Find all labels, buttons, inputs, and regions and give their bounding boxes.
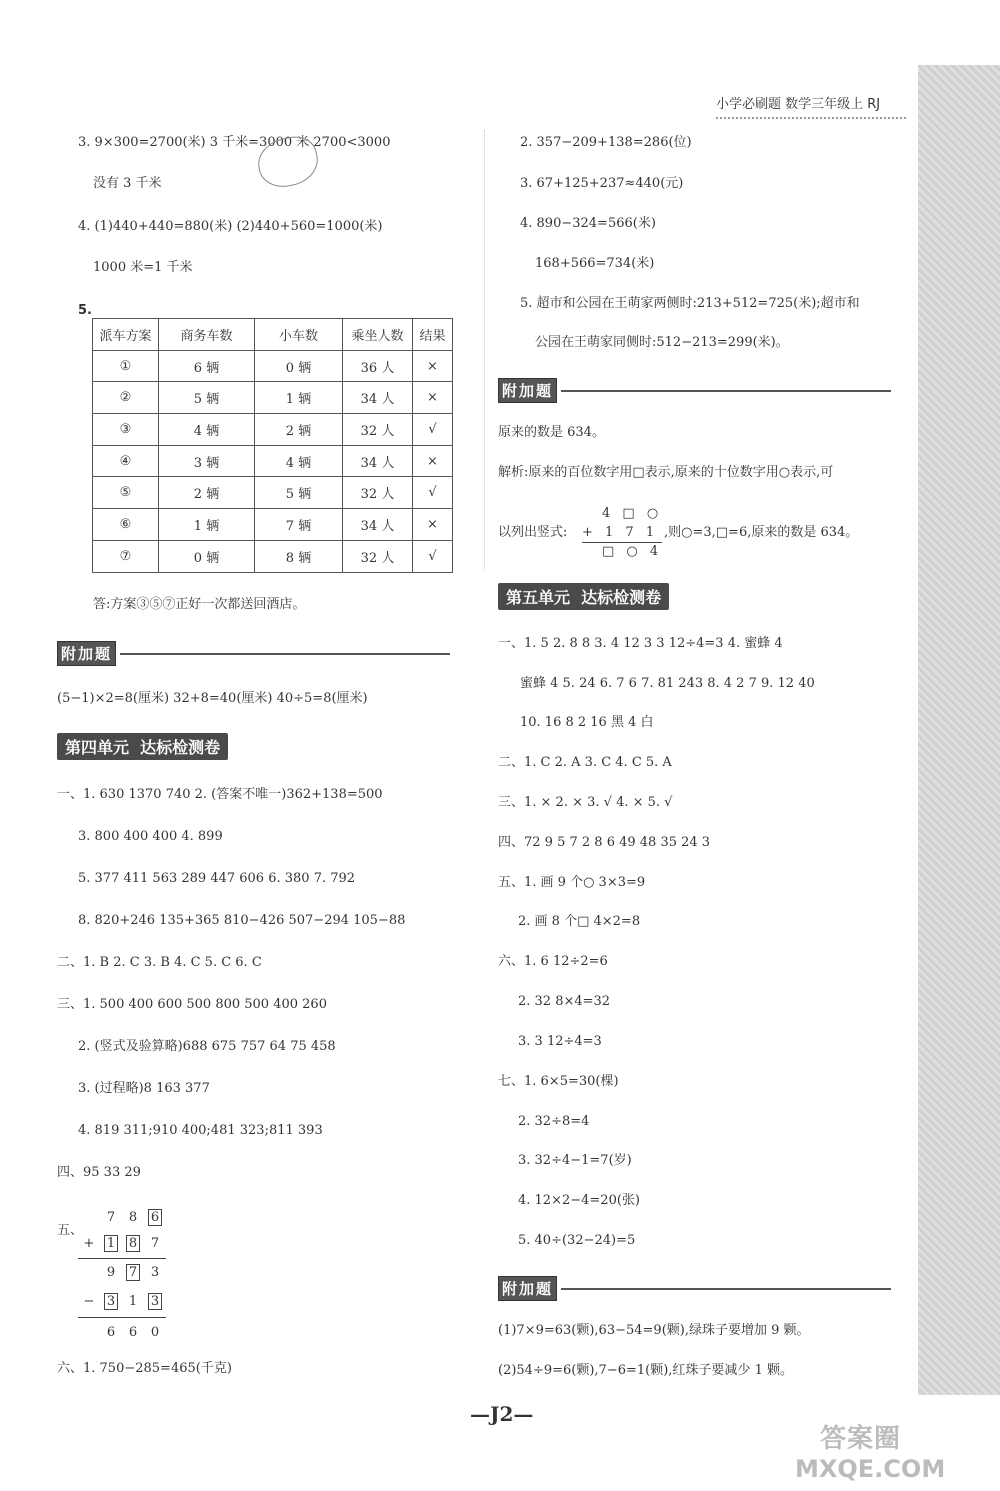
table-cell: × xyxy=(413,350,453,382)
table-cell: 7 辆 xyxy=(255,509,343,541)
puzzle-digit: 7 xyxy=(106,1210,116,1225)
puzzle-operator: + xyxy=(83,1236,95,1251)
tag-rule xyxy=(561,1288,891,1290)
table-cell: 32 人 xyxy=(343,540,413,572)
unit4-line: 二、1. B 2. C 3. B 4. C 5. C 6. C xyxy=(57,955,262,970)
puzzle-digit: 6 xyxy=(148,1209,162,1226)
right-answer-line: 2. 357−209+138=286(位) xyxy=(520,135,692,150)
extra-section-tag xyxy=(57,641,450,666)
page-header: 小学必刷题 数学三年级上 RJ xyxy=(716,97,881,112)
unit4-line: 8. 820+246 135+365 810−426 507−294 105−88 xyxy=(78,913,406,928)
puzzle-row xyxy=(100,1325,166,1340)
unit4-line: 3. (过程略)8 163 377 xyxy=(78,1081,210,1096)
table-cell: 3 辆 xyxy=(159,445,255,477)
extra-answer: (2)54÷9=6(颗),7−6=1(颗),红珠子要减少 1 颗。 xyxy=(498,1363,793,1378)
tag-rule xyxy=(561,390,891,392)
extra-tag-label: 附加题 xyxy=(498,1276,557,1301)
extra-answer: (1)7×9=63(颗),63−54=9(颗),绿珠子要增加 9 颗。 xyxy=(498,1323,810,1338)
table-cell: 34 人 xyxy=(343,445,413,477)
unit4-line: 4. 819 311;910 400;481 323;811 393 xyxy=(78,1123,323,1138)
table-cell: ④ xyxy=(93,445,159,477)
vertical-calc-row: 4 □ ○ xyxy=(602,506,663,521)
table-cell: × xyxy=(413,382,453,414)
puzzle-digit: 0 xyxy=(150,1325,160,1340)
puzzle-digit: 7 xyxy=(126,1264,140,1281)
table-header-cell: 商务车数 xyxy=(159,319,255,351)
extra-answer: (5−1)×2=8(厘米) 32+8=40(厘米) 40÷5=8(厘米) xyxy=(57,691,368,706)
puzzle-digit-box xyxy=(100,1294,122,1309)
table-cell: 1 辆 xyxy=(255,382,343,414)
table-row xyxy=(93,540,453,572)
unit4-line: 一、1. 630 1370 740 2. (答案不唯一)362+138=500 xyxy=(57,787,383,802)
table-cell: 0 辆 xyxy=(255,350,343,382)
table-cell: 32 人 xyxy=(343,414,413,446)
right-answer-line: 4. 890−324=566(米) xyxy=(520,216,656,231)
unit5-line: 六、1. 6 12÷2=6 xyxy=(498,954,608,969)
answer-q5-label: 5. xyxy=(78,303,92,318)
puzzle-row xyxy=(78,1294,166,1309)
table-row xyxy=(93,382,453,414)
puzzle-digit: 9 xyxy=(106,1265,116,1280)
right-answer-line: 5. 超市和公园在王萌家两侧时:213+512=725(米);超市和 xyxy=(520,296,860,311)
table-cell: ① xyxy=(93,350,159,382)
table-cell: 8 辆 xyxy=(255,540,343,572)
table-cell: √ xyxy=(413,477,453,509)
puzzle-digit: 3 xyxy=(148,1293,162,1310)
right-answer-line: 168+566=734(米) xyxy=(535,256,655,271)
unit4-line: 四、95 33 29 xyxy=(57,1165,141,1180)
puzzle-digit: 6 xyxy=(106,1325,116,1340)
extra-section-tag xyxy=(498,1276,891,1301)
puzzle-digit-box xyxy=(144,1294,166,1309)
unit5-line: 4. 12×2−4=20(张) xyxy=(518,1193,640,1208)
puzzle-row xyxy=(100,1210,166,1225)
unit5-line: 二、1. C 2. A 3. C 4. C 5. A xyxy=(498,755,672,770)
unit5-line: 3. 32÷4−1=7(岁) xyxy=(518,1153,632,1168)
unit5-line: 四、72 9 5 7 2 8 6 49 48 35 24 3 xyxy=(498,835,711,850)
vertical-calc-lead: 以列出竖式: xyxy=(498,525,568,540)
puzzle-label: 五、 xyxy=(57,1223,84,1238)
table-row xyxy=(93,414,453,446)
extra-tag-label: 附加题 xyxy=(57,641,116,666)
table-row xyxy=(93,477,453,509)
table-answer: 答:方案③⑤⑦正好一次都送回酒店。 xyxy=(93,597,306,612)
table-cell: ⑥ xyxy=(93,509,159,541)
puzzle-rule xyxy=(78,1317,166,1318)
extra-explanation: 解析:原来的百位数字用□表示,原来的十位数字用○表示,可 xyxy=(498,465,834,480)
right-answer-line: 3. 67+125+237≈440(元) xyxy=(520,176,684,191)
table-header-row xyxy=(93,319,453,351)
table-cell: 4 辆 xyxy=(255,445,343,477)
unit5-line: 2. 32÷8=4 xyxy=(518,1114,590,1129)
unit5-line: 3. 3 12÷4=3 xyxy=(518,1034,602,1049)
answer-q3-line1: 3. 9×300=2700(米) 3 千米=3000 米 2700<3000 xyxy=(78,135,391,150)
table-cell: ⑤ xyxy=(93,477,159,509)
unit4-line: 三、1. 500 400 600 500 800 500 400 260 xyxy=(57,997,327,1012)
table-header-cell: 结果 xyxy=(413,319,453,351)
table-cell: 0 辆 xyxy=(159,540,255,572)
page-number: —J2— xyxy=(470,1402,534,1426)
unit5-line: 五、1. 画 9 个○ 3×3=9 xyxy=(498,875,646,890)
vertical-calc-tail: ,则○=3,□=6,原来的数是 634。 xyxy=(664,525,859,540)
puzzle-digit: 8 xyxy=(126,1235,140,1252)
extra-answer: 原来的数是 634。 xyxy=(498,425,605,440)
table-cell: × xyxy=(413,509,453,541)
watermark-url: MXQE.COM xyxy=(795,1455,946,1483)
answer-q4-line1: 4. (1)440+440=880(米) (2)440+560=1000(米) xyxy=(78,219,383,234)
table-cell: × xyxy=(413,445,453,477)
header-divider xyxy=(716,117,906,119)
table-cell: 2 辆 xyxy=(159,477,255,509)
puzzle-digit: 3 xyxy=(150,1265,160,1280)
dispatch-table xyxy=(92,318,453,573)
puzzle-row xyxy=(100,1265,166,1280)
unit4-line: 3. 800 400 400 4. 899 xyxy=(78,829,223,844)
table-cell: 32 人 xyxy=(343,477,413,509)
vertical-calc-row: □ ○ 4 xyxy=(602,544,663,559)
table-cell: 1 辆 xyxy=(159,509,255,541)
tag-rule xyxy=(120,653,450,655)
unit5-line: 2. 32 8×4=32 xyxy=(518,994,611,1009)
answer-q4-line2: 1000 米=1 千米 xyxy=(93,260,193,275)
unit5-banner: 第五单元 达标检测卷 xyxy=(498,583,669,610)
puzzle-row xyxy=(78,1236,166,1251)
puzzle-digit: 1 xyxy=(104,1235,118,1252)
puzzle-digit-box xyxy=(100,1236,122,1251)
puzzle-digit-box xyxy=(122,1265,144,1280)
table-cell: √ xyxy=(413,414,453,446)
table-row xyxy=(93,509,453,541)
puzzle-rule xyxy=(78,1258,166,1259)
table-cell: 5 辆 xyxy=(255,477,343,509)
table-cell: ③ xyxy=(93,414,159,446)
unit4-banner: 第四单元 达标检测卷 xyxy=(57,733,228,760)
table-cell: 34 人 xyxy=(343,382,413,414)
right-answer-line: 公园在王萌家同侧时:512−213=299(米)。 xyxy=(535,335,789,350)
unit5-line: 七、1. 6×5=30(棵) xyxy=(498,1074,619,1089)
puzzle-operator: − xyxy=(83,1294,95,1309)
table-cell: ⑦ xyxy=(93,540,159,572)
table-row xyxy=(93,350,453,382)
table-row xyxy=(93,445,453,477)
table-cell: 5 辆 xyxy=(159,382,255,414)
unit5-line: 蜜蜂 4 5. 24 6. 7 6 7. 81 243 8. 4 2 7 9. 12 40 xyxy=(520,676,815,691)
puzzle-digit-box xyxy=(122,1236,144,1251)
table-cell: 4 辆 xyxy=(159,414,255,446)
table-cell: 36 人 xyxy=(343,350,413,382)
extra-section-tag xyxy=(498,378,891,403)
unit5-line: 5. 40÷(32−24)=5 xyxy=(518,1233,636,1248)
puzzle-digit: 7 xyxy=(150,1236,160,1251)
unit5-line: 10. 16 8 2 16 黑 4 白 xyxy=(520,715,654,730)
table-cell: √ xyxy=(413,540,453,572)
table-cell: 34 人 xyxy=(343,509,413,541)
extra-tag-label: 附加题 xyxy=(498,378,557,403)
unit4-q6: 六、1. 750−285=465(千克) xyxy=(57,1361,232,1376)
puzzle-digit: 3 xyxy=(104,1293,118,1310)
puzzle-digit: 6 xyxy=(128,1325,138,1340)
table-header-cell: 乘坐人数 xyxy=(343,319,413,351)
watermark-logo: 答案圈 xyxy=(820,1424,902,1454)
unit4-line: 5. 377 411 563 289 447 606 6. 380 7. 792 xyxy=(78,871,356,886)
unit5-line: 三、1. × 2. × 3. √ 4. × 5. √ xyxy=(498,795,673,810)
table-cell: ② xyxy=(93,382,159,414)
column-divider xyxy=(484,130,485,570)
puzzle-digit-box xyxy=(144,1210,166,1225)
puzzle-digit: 1 xyxy=(128,1294,138,1309)
table-cell: 2 辆 xyxy=(255,414,343,446)
answer-q3-line2: 没有 3 千米 xyxy=(93,176,162,191)
unit5-line: 一、1. 5 2. 8 8 3. 4 12 3 3 12÷4=3 4. 蜜蜂 4 xyxy=(498,636,783,651)
table-header-cell: 小车数 xyxy=(255,319,343,351)
table-header-cell: 派车方案 xyxy=(93,319,159,351)
vertical-calc-row: + 1 7 1 xyxy=(582,525,659,540)
puzzle-digit: 8 xyxy=(128,1210,138,1225)
decorative-strip xyxy=(918,65,1000,1395)
unit4-line: 2. (竖式及验算略)688 675 757 64 75 458 xyxy=(78,1039,336,1054)
unit5-line: 2. 画 8 个□ 4×2=8 xyxy=(518,914,641,929)
table-cell: 6 辆 xyxy=(159,350,255,382)
